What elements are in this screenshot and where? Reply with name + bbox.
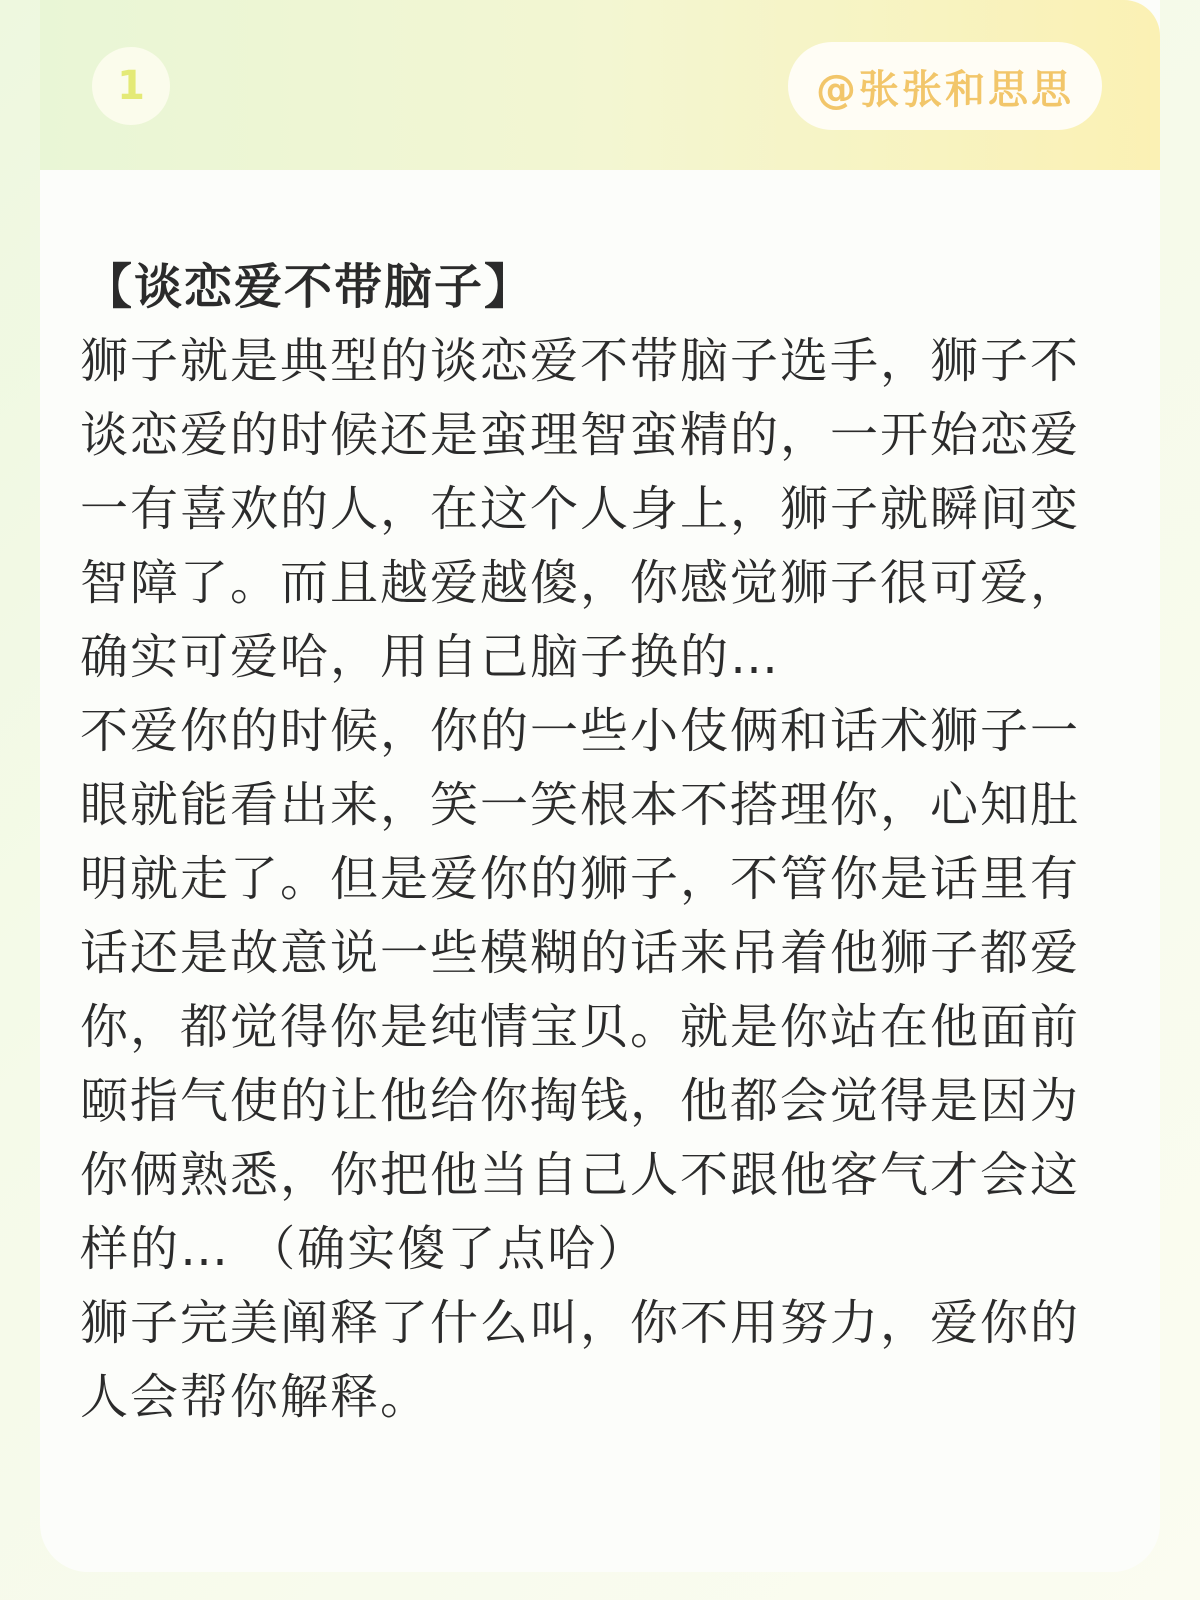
author-tag: @张张和思思 (788, 42, 1102, 130)
article-paragraph: 狮子完美阐释了什么叫，你不用努力，爱你的人会帮你解释。 (80, 1295, 1081, 1425)
article-body (80, 250, 1120, 1434)
article-paragraph: 狮子就是典型的谈恋爱不带脑子选手，狮子不谈恋爱的时候还是蛮理智蛮精的，一开始恋爱一有喜欢的人，在这个人身上，狮子就瞬间变智障了。而且越爱越傻，你感觉狮子很可爱，确实可爱哈，用自己脑子换的… (80, 333, 1081, 685)
post-card (40, 0, 1160, 1572)
article-heading: 【谈恋爱不带脑子】 (84, 259, 535, 315)
article-paragraph: 不爱你的时候，你的一些小伎俩和话术狮子一眼就能看出来，笑一笑根本不搭理你，心知肚明就走了。但是爱你的狮子，不管你是话里有话还是故意说一些模糊的话来吊着他狮子都爱你，都觉得你是纯情宝贝。就是你站在他面前颐指气使的让他给你掏钱，他都会觉得是因为你俩熟悉，你把他当自己人不跟他客气才会这样的… （确实傻了点哈） (80, 703, 1081, 1277)
card-header (40, 0, 1160, 170)
page-number-badge: 1 (92, 47, 170, 125)
